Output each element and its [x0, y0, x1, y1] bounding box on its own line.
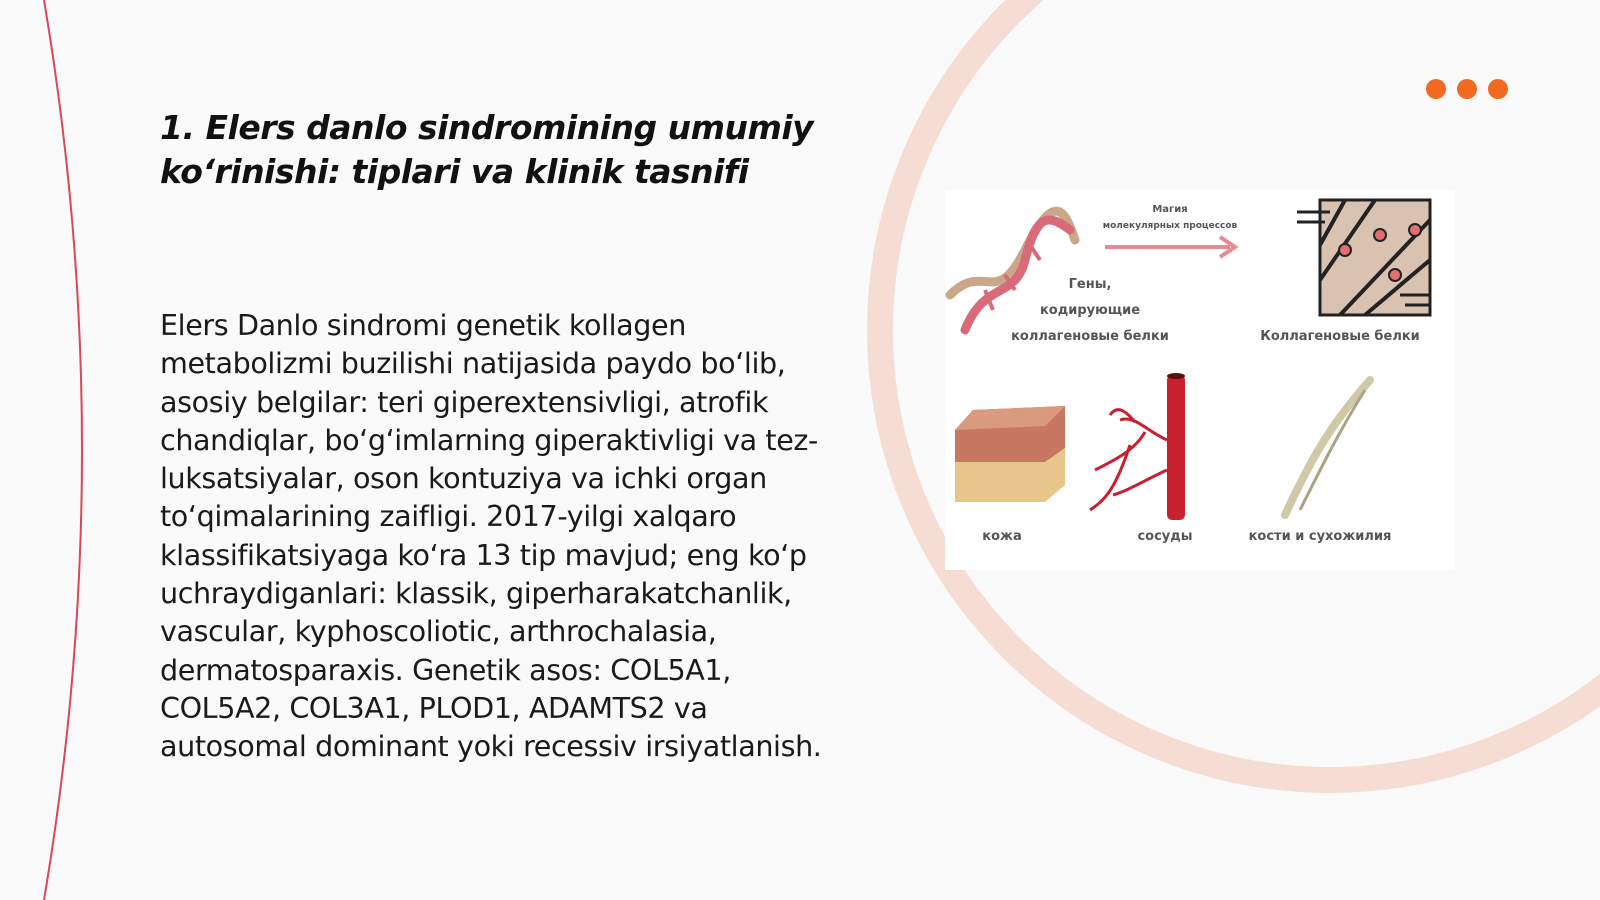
vessels-label: сосуды	[1137, 529, 1193, 544]
left-curve-line	[44, 0, 82, 900]
bones-label: кости и сухожилия	[1248, 529, 1392, 544]
skin-label: кожа	[982, 529, 1022, 544]
arrow-label-line1: Магия	[1152, 204, 1188, 215]
arrow-label-line2: молекулярных процессов	[1102, 221, 1238, 231]
genes-label-line3: коллагеновые белки	[1011, 329, 1169, 344]
decorative-dots	[1426, 79, 1508, 99]
genes-label-line1: Гены,	[1068, 277, 1112, 292]
dot-3	[1488, 79, 1508, 99]
collagen-label: Коллагеновые белки	[1260, 329, 1420, 344]
slide-title: 1. Elers danlo sindromining umumiy ko‘rinishi: tiplari va klinik tasnifi	[160, 108, 814, 191]
slide-body-text: Elers Danlo sindromi genetik kollagen metabolizmi buzilishi natijasida paydo bo‘lib, asosiy belgilar: teri giperextensivligi, atrofik chandiqlar, bo‘g‘imlarning giperaktivligi va tez-luksatsiyalar, oson kontuziya va ichki organ to‘qimalarining zaifligi. 2017-yilgi xalqaro klassifikatsiyaga ko‘ra 13 tip mavjud; eng ko‘p uchraydiganlari: klassik, giperharakatchanlik, vascular, kyphoscoliotic, arthrochalasia, dermatosparaxis. Genetik asos: COL5A1, COL5A2, COL3A1, PLOD1, ADAMTS2 va autosomal dominant yoki recessiv irsiyatlanish.	[160, 308, 822, 764]
dot-1	[1426, 79, 1446, 99]
dot-2	[1457, 79, 1477, 99]
skin-block-icon	[955, 406, 1065, 502]
genes-label-line2: кодирующие	[1039, 303, 1141, 318]
collagen-illustration	[945, 190, 1455, 570]
